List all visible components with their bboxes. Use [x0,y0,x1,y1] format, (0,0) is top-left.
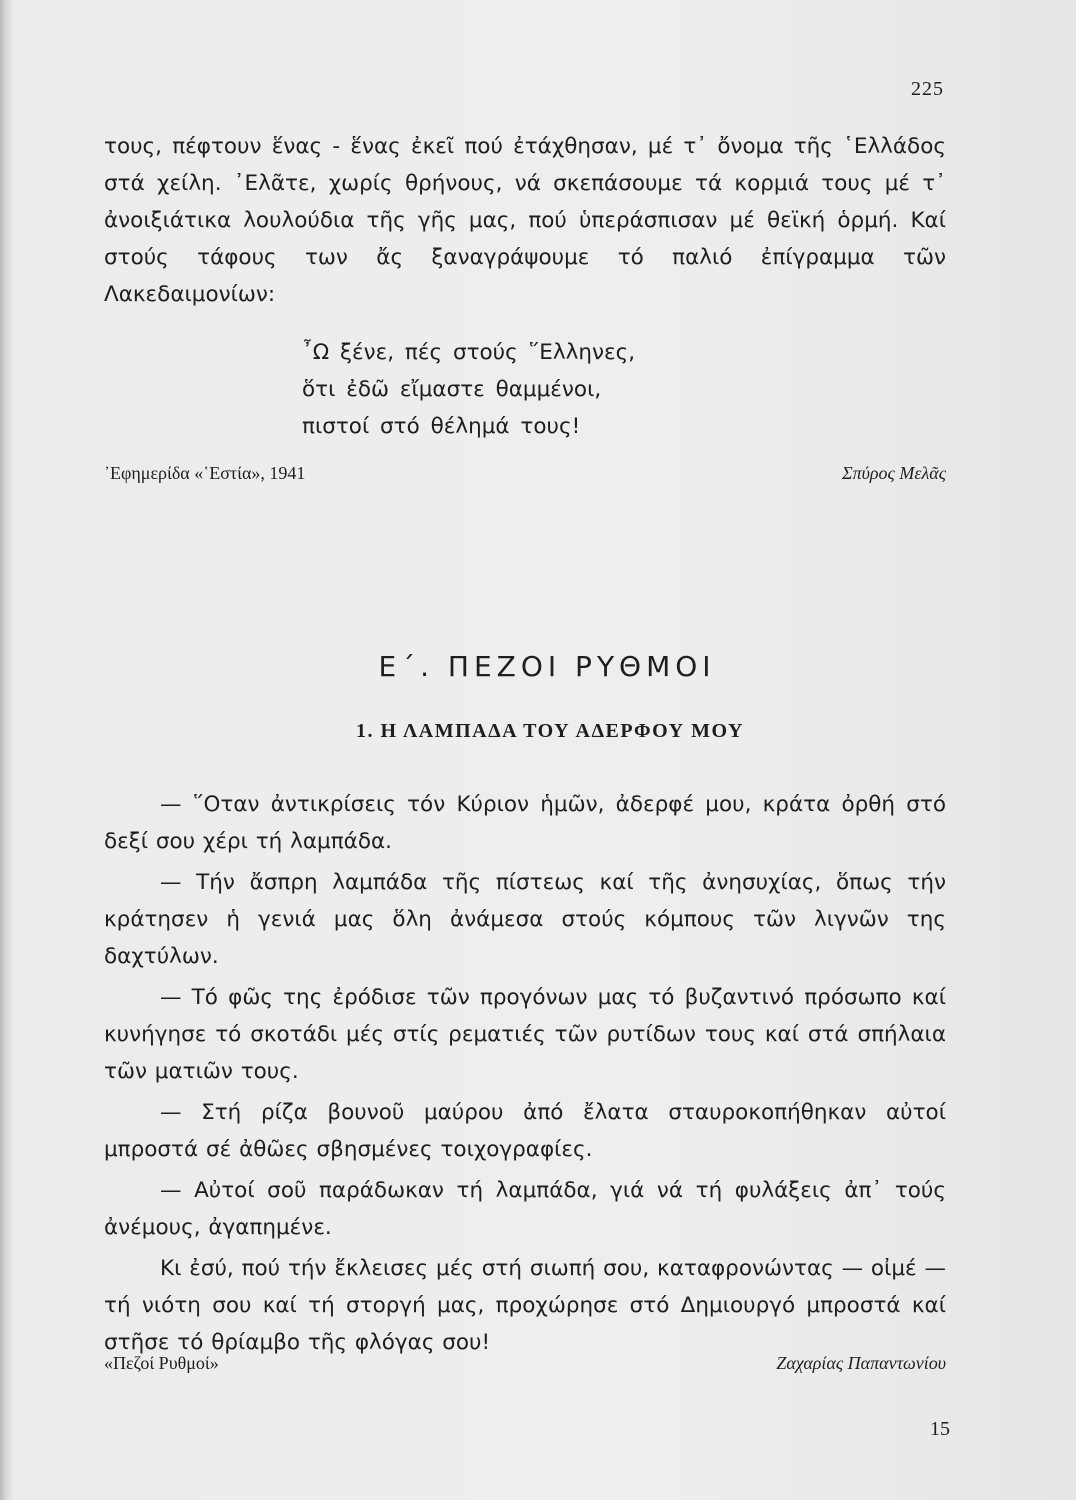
poem-line: ὅτι ἐδῶ εἴμαστε θαμμένοι, [302,377,602,402]
author-name: Σπύρος Μελᾶς [841,463,946,483]
author-name: Ζαχαρίας Παπαντωνίου [776,1353,946,1373]
paragraph: — Αὐτοί σοῦ παράδωκαν τή λαμπάδα, γιά νά τή φυλάξεις ἀπ᾿ τούς ἀνέμους, ἀγαπημένε. [104,1178,946,1240]
epigram-poem [302,334,635,445]
paragraph: — Τό φῶς της ἐρόδισε τῶν προγόνων μας τό βυζαντινό πρόσωπο καί κυνήγησε τό σκοτάδι μές στίς ρεματιές τῶν ρυτίδων τους καί στά σπήλαια τῶν ματιῶν τους. [104,985,946,1084]
source-citation: ᾿Εφημερίδα «῾Εστία», 1941 [104,463,306,483]
poem-line: πιστοί στό θέλημά τους! [302,414,581,439]
paragraph: — ῞Οταν ἀντικρίσεις τόν Κύριον ἡμῶν, ἀδερφέ μου, κράτα ὀρθή στό δεξί σου χέρι τή λαμπάδα. [104,792,946,854]
paragraph: Κι ἐσύ, πού τήν ἔκλεισες μές στή σιωπή σου, καταφρονώντας — οἰμέ — τή νιότη σου καί τή στοργή μας, προχώρησε στό Δημιουργό μπροστά καί στῆσε τό θρίαμβο τῆς φλόγας σου! [104,1256,946,1355]
intro-text: τους, πέφτουν ἕνας - ἕνας ἐκεῖ πού ἐτάχθησαν, μέ τ᾿ ὄνομα τῆς ῾Ελλάδος στά χείλη. ᾿Ελᾶτε, χωρίς θρήνους, νά σκεπάσουμε τά κορμιά τους μέ τ᾿ ἀνοιξιάτικα λουλούδια τῆς γῆς μας, πού ὑπεράσπισαν μέ θεϊκή ὁρμή. Καί στούς τάφους των ἄς ξαναγράψουμε τό παλιό ἐπίγραμμα τῶν Λακεδαιμονίων: [104,134,946,307]
page-number-top: 225 [911,78,944,100]
source-citation: «Πεζοί Ρυθμοί» [104,1353,219,1373]
page-number-bottom: 15 [930,1418,950,1440]
piece-title: 1. Η ΛΑΜΠΑΔΑ ΤΟΥ ΑΔΕΡΦΟΥ ΜΟΥ [356,720,744,742]
paragraph: — Στή ρίζα βουνοῦ μαύρου ἀπό ἔλατα σταυροκοπήθηκαν αὐτοί μπροστά σέ ἀθῶες σβησμένες τοιχογραφίες. [104,1100,946,1162]
prose-poem-body [104,786,946,1365]
poem-intro-paragraph [104,128,946,313]
section-heading: Ε΄. ΠΕΖΟΙ ΡΥΘΜΟΙ [378,650,716,683]
poem-line: ῏Ω ξένε, πές στούς ῞Ελληνες, [302,340,636,365]
paragraph: — Τήν ἄσπρη λαμπάδα τῆς πίστεως καί τῆς ἀνησυχίας, ὅπως τήν κράτησεν ἡ γενιά μας ὅλη ἀνάμεσα στούς κόμπους τῶν λιγνῶν της δαχτύλων. [104,870,946,969]
